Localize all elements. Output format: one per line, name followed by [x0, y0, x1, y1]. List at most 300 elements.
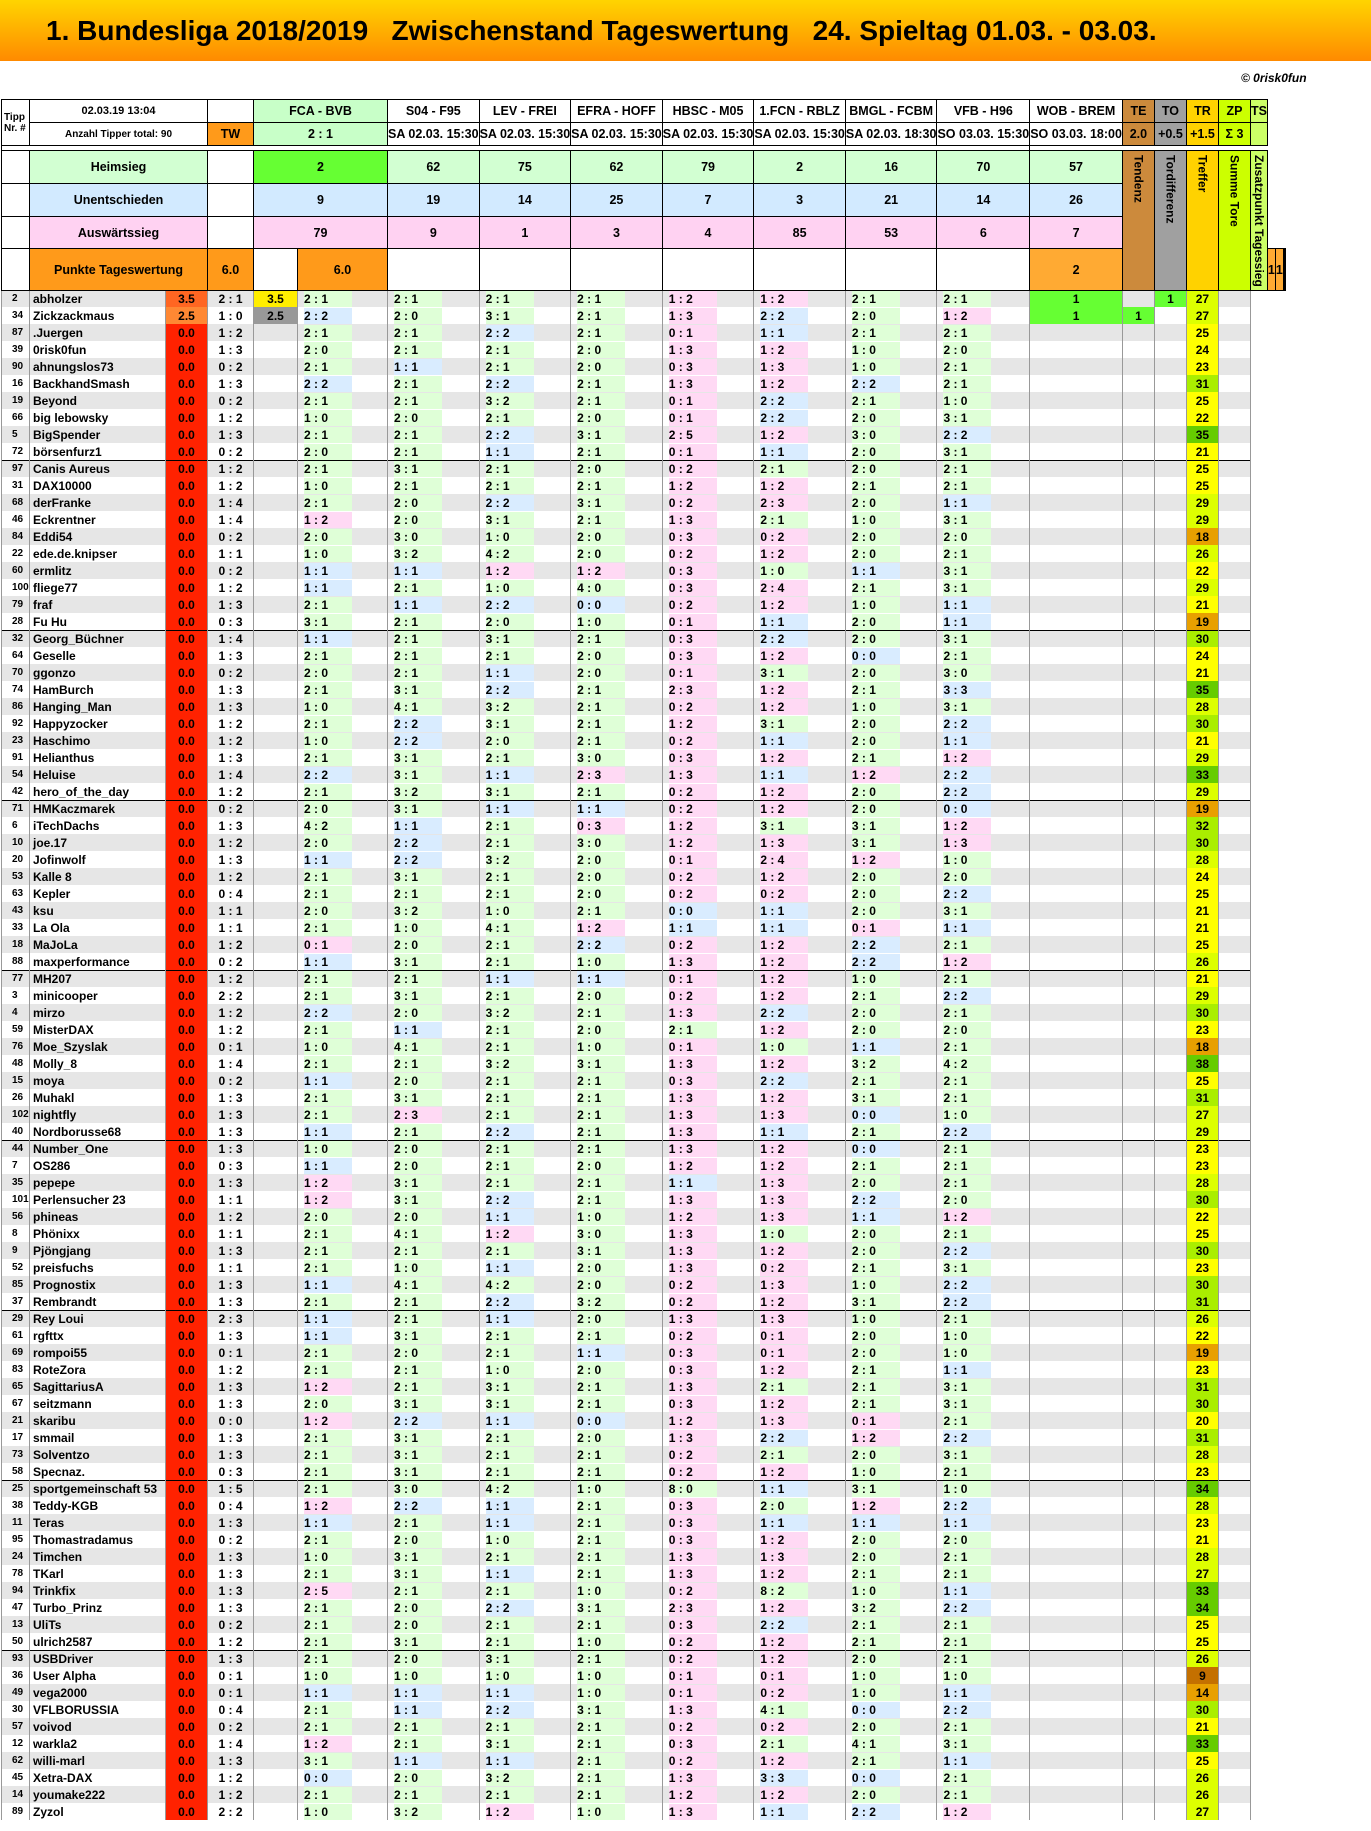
tip-cell	[845, 800, 937, 817]
tip-cell	[479, 1038, 571, 1055]
tip-cell	[479, 1327, 571, 1344]
tip-fca-bvb: 1 : 3	[208, 1446, 254, 1463]
tip-score: 1 : 0	[943, 1668, 991, 1684]
extra-points	[1154, 1242, 1186, 1259]
tip-score: 2 : 2	[486, 1124, 534, 1140]
extra-points	[1122, 1157, 1154, 1174]
tip-cell	[845, 460, 937, 477]
tip-cell	[662, 1089, 754, 1106]
tip-score: 2 : 1	[394, 1294, 442, 1310]
tip-cell	[388, 783, 480, 800]
tip-score: 2 : 1	[943, 1039, 991, 1055]
table-row	[2, 1208, 1286, 1225]
tagessieg-cell	[1218, 1616, 1250, 1633]
tip-score: 1 : 3	[760, 359, 808, 375]
table-row	[2, 1276, 1286, 1293]
fixture-count: 75	[479, 151, 571, 184]
tip-cell	[388, 1089, 480, 1106]
extra-points	[1030, 1004, 1123, 1021]
player-name: moya	[30, 1072, 166, 1089]
tip-cell	[937, 783, 1030, 800]
tip-score: 0 : 1	[669, 614, 717, 630]
tip-points	[254, 936, 298, 953]
extra-points	[1154, 630, 1186, 647]
tip-score: 0 : 3	[669, 1345, 717, 1361]
player-name: Zickzackmaus	[30, 307, 166, 324]
tip-cell	[937, 987, 1030, 1004]
tip-score: 2 : 1	[943, 1617, 991, 1633]
extra-points	[1154, 1548, 1186, 1565]
tip-score: 3 : 1	[394, 1192, 442, 1208]
tip-cell	[479, 1582, 571, 1599]
tip-cell	[388, 579, 480, 596]
tip-cell	[754, 681, 846, 698]
tagessieg-cell	[1218, 936, 1250, 953]
tip-cell	[479, 1514, 571, 1531]
tip-cell	[298, 1667, 388, 1684]
tip-cell	[845, 511, 937, 528]
player-name: Perlensucher 23	[30, 1191, 166, 1208]
extra-points	[1122, 1480, 1154, 1497]
tw-score: 0.0	[166, 511, 208, 528]
tw-score: 3.5	[166, 290, 208, 307]
tip-score: 1 : 1	[760, 733, 808, 749]
tip-cell	[845, 494, 937, 511]
table-row	[2, 698, 1286, 715]
tip-cell	[479, 1701, 571, 1718]
extra-points	[1122, 1582, 1154, 1599]
tip-cell	[479, 307, 571, 324]
tip-score: 1 : 2	[760, 546, 808, 562]
extra-points	[1154, 1293, 1186, 1310]
tip-score: 2 : 0	[852, 495, 900, 511]
table-row	[2, 1174, 1286, 1191]
tipp-number: 94	[2, 1582, 30, 1599]
blank-cell	[754, 249, 846, 290]
tip-score: 2 : 2	[486, 376, 534, 392]
sum-goals: 27	[1186, 1565, 1218, 1582]
tip-cell	[937, 1565, 1030, 1582]
table-row	[2, 494, 1286, 511]
tip-score: 0 : 2	[669, 699, 717, 715]
tip-points	[254, 1718, 298, 1735]
fixture-count: 53	[845, 216, 937, 249]
tip-cell	[388, 1072, 480, 1089]
tip-cell	[845, 409, 937, 426]
tip-cell	[662, 1395, 754, 1412]
tip-cell	[298, 851, 388, 868]
tip-score: 2 : 1	[943, 325, 991, 341]
tip-cell	[845, 1089, 937, 1106]
tip-cell	[937, 1378, 1030, 1395]
tip-points	[254, 800, 298, 817]
extra-points	[1154, 1531, 1186, 1548]
tw-score: 0.0	[166, 324, 208, 341]
tipp-number: 36	[2, 1667, 30, 1684]
tip-score: 2 : 3	[394, 1107, 442, 1123]
tip-cell	[388, 290, 480, 307]
player-name: smmail	[30, 1429, 166, 1446]
tip-score: 1 : 1	[304, 852, 352, 868]
extra-points	[1122, 664, 1154, 681]
tip-cell	[845, 307, 937, 324]
tip-cell	[298, 409, 388, 426]
tip-cell	[479, 1157, 571, 1174]
tip-fca-bvb: 1 : 4	[208, 494, 254, 511]
tip-score: 2 : 1	[852, 1634, 900, 1650]
tip-cell	[298, 1089, 388, 1106]
tip-score: 1 : 0	[852, 699, 900, 715]
tip-score: 2 : 1	[943, 1549, 991, 1565]
extra-points	[1122, 1531, 1154, 1548]
tipp-number: 69	[2, 1344, 30, 1361]
tagessieg-cell	[1218, 1650, 1250, 1667]
fixture-count: 26	[1030, 183, 1123, 216]
tagessieg-cell	[1218, 1752, 1250, 1769]
sum-goals: 33	[1186, 1735, 1218, 1752]
tip-score: 1 : 0	[852, 512, 900, 528]
extra-points	[1154, 1072, 1186, 1089]
table-row	[2, 1140, 1286, 1157]
tipp-label: Tipp Nr. #	[2, 100, 30, 146]
tw-score: 0.0	[166, 409, 208, 426]
tagessieg-cell	[1218, 953, 1250, 970]
tip-cell	[298, 1497, 388, 1514]
tip-cell	[937, 341, 1030, 358]
tip-cell	[298, 868, 388, 885]
tip-points	[254, 477, 298, 494]
tip-score: 2 : 1	[486, 1430, 534, 1446]
tip-fca-bvb: 1 : 1	[208, 1259, 254, 1276]
fixture-label: Auswärtssieg	[30, 216, 208, 249]
tip-cell	[571, 1684, 663, 1701]
player-name: Helianthus	[30, 749, 166, 766]
tip-cell	[571, 919, 663, 936]
tip-score: 1 : 2	[852, 1430, 900, 1446]
tip-points	[254, 647, 298, 664]
tw-score: 0.0	[166, 545, 208, 562]
tip-score: 1 : 3	[669, 1056, 717, 1072]
tw-score: 0.0	[166, 1480, 208, 1497]
tip-score: 1 : 0	[304, 410, 352, 426]
extra-points	[1154, 358, 1186, 375]
tip-score: 2 : 1	[577, 376, 625, 392]
tip-cell	[662, 1242, 754, 1259]
tip-cell	[298, 1446, 388, 1463]
tip-score: 1 : 2	[760, 597, 808, 613]
sum-goals: 35	[1186, 426, 1218, 443]
tip-cell	[937, 1599, 1030, 1616]
tip-cell	[845, 1361, 937, 1378]
tip-fca-bvb: 1 : 4	[208, 630, 254, 647]
player-name: RoteZora	[30, 1361, 166, 1378]
tip-cell	[662, 1327, 754, 1344]
tip-score: 2 : 1	[486, 478, 534, 494]
player-name: big lebowsky	[30, 409, 166, 426]
tagessieg-cell	[1218, 1548, 1250, 1565]
tip-score: 2 : 1	[486, 1243, 534, 1259]
tip-score: 3 : 2	[486, 1056, 534, 1072]
tip-cell	[845, 1038, 937, 1055]
tip-cell	[845, 358, 937, 375]
tip-score: 3 : 1	[304, 614, 352, 630]
tip-score: 3 : 1	[394, 801, 442, 817]
tip-points	[254, 460, 298, 477]
tip-cell	[662, 1123, 754, 1140]
player-name: Rembrandt	[30, 1293, 166, 1310]
extra-points	[1030, 1123, 1123, 1140]
tipp-number: 38	[2, 1497, 30, 1514]
extra-points	[1154, 1174, 1186, 1191]
tip-points	[254, 1361, 298, 1378]
tip-points	[254, 1480, 298, 1497]
table-row	[2, 1072, 1286, 1089]
extra-points	[1154, 1225, 1186, 1242]
tip-cell	[937, 1446, 1030, 1463]
tagessieg-cell	[1218, 409, 1250, 426]
tagessieg-cell	[1218, 1735, 1250, 1752]
table-row	[2, 936, 1286, 953]
tip-cell	[298, 613, 388, 630]
tip-score: 2 : 1	[394, 1515, 442, 1531]
tip-cell	[571, 579, 663, 596]
sum-goals: 30	[1186, 715, 1218, 732]
tip-cell	[298, 1123, 388, 1140]
sum-goals: 30	[1186, 630, 1218, 647]
tip-score: 2 : 2	[760, 308, 808, 324]
tip-cell	[662, 749, 754, 766]
tw-score: 0.0	[166, 885, 208, 902]
tip-score: 2 : 0	[577, 410, 625, 426]
tip-cell	[754, 1072, 846, 1089]
tip-score: 2 : 0	[577, 886, 625, 902]
tip-fca-bvb: 1 : 3	[208, 1106, 254, 1123]
tip-cell	[845, 953, 937, 970]
extra-points	[1030, 647, 1123, 664]
tip-score: 1 : 0	[943, 852, 991, 868]
tip-cell	[754, 545, 846, 562]
tip-points	[254, 630, 298, 647]
tipp-number: 11	[2, 1514, 30, 1531]
tip-cell	[845, 324, 937, 341]
tip-cell	[571, 817, 663, 834]
tip-points	[254, 970, 298, 987]
tip-score: 2 : 1	[577, 1124, 625, 1140]
player-name: börsenfurz1	[30, 443, 166, 460]
extra-points	[1122, 681, 1154, 698]
tw-score: 0.0	[166, 1327, 208, 1344]
tip-score: 3 : 2	[852, 1600, 900, 1616]
tip-score: 0 : 1	[669, 852, 717, 868]
tip-score: 1 : 0	[304, 478, 352, 494]
tip-cell	[571, 1718, 663, 1735]
table-row	[2, 1616, 1286, 1633]
extra-points	[1122, 1565, 1154, 1582]
tip-cell	[845, 1412, 937, 1429]
tip-cell	[298, 1786, 388, 1803]
tip-cell	[845, 1021, 937, 1038]
tagessieg-cell	[1218, 1582, 1250, 1599]
tip-points: 3.5	[254, 290, 298, 307]
sum-goals: 20	[1186, 1412, 1218, 1429]
tip-score: 2 : 2	[943, 716, 991, 732]
tip-cell	[937, 664, 1030, 681]
tip-points	[254, 1378, 298, 1395]
tip-cell	[298, 1599, 388, 1616]
tagessieg-cell	[1218, 1497, 1250, 1514]
tip-score: 1 : 0	[304, 546, 352, 562]
tagessieg-cell	[1218, 358, 1250, 375]
tip-cell	[937, 1021, 1030, 1038]
tip-score: 3 : 1	[577, 495, 625, 511]
sum-goals: 31	[1186, 375, 1218, 392]
table-row	[2, 477, 1286, 494]
sum-goals: 21	[1186, 1718, 1218, 1735]
tip-cell	[662, 290, 754, 307]
tip-score: 2 : 2	[760, 1430, 808, 1446]
tip-cell	[845, 562, 937, 579]
tagessieg-cell	[1218, 562, 1250, 579]
player-name: Phönixx	[30, 1225, 166, 1242]
table-row	[2, 1395, 1286, 1412]
tip-cell	[937, 953, 1030, 970]
tip-cell	[937, 409, 1030, 426]
tw-score: 0.0	[166, 1310, 208, 1327]
player-name: .Juergen	[30, 324, 166, 341]
table-row	[2, 1514, 1286, 1531]
table-row	[2, 409, 1286, 426]
sum-goals: 24	[1186, 868, 1218, 885]
tip-score: 1 : 3	[669, 1549, 717, 1565]
tip-cell	[662, 613, 754, 630]
tip-score: 1 : 2	[577, 920, 625, 936]
extra-points	[1154, 1344, 1186, 1361]
tip-score: 1 : 0	[486, 580, 534, 596]
tipp-number: 86	[2, 698, 30, 715]
sum-goals: 21	[1186, 970, 1218, 987]
tip-score: 1 : 1	[304, 580, 352, 596]
tip-fca-bvb: 1 : 3	[208, 1140, 254, 1157]
tip-cell	[662, 1735, 754, 1752]
player-name: Number_One	[30, 1140, 166, 1157]
tip-score: 0 : 3	[669, 1617, 717, 1633]
tip-cell	[845, 1174, 937, 1191]
tw-score: 0.0	[166, 817, 208, 834]
tip-cell	[754, 1667, 846, 1684]
extra-points	[1122, 1361, 1154, 1378]
timestamp: 02.03.19 13:04	[30, 100, 208, 123]
tip-cell	[479, 1803, 571, 1820]
extra-points	[1030, 1395, 1123, 1412]
tip-cell	[479, 1378, 571, 1395]
tip-cell	[937, 1140, 1030, 1157]
tip-score: 2 : 1	[577, 1719, 625, 1735]
tip-score: 0 : 2	[760, 1685, 808, 1701]
tip-cell	[937, 1735, 1030, 1752]
tip-points	[254, 868, 298, 885]
tip-score: 2 : 1	[852, 1379, 900, 1395]
tip-score: 0 : 3	[669, 648, 717, 664]
tip-cell	[937, 936, 1030, 953]
tip-score: 0 : 2	[669, 886, 717, 902]
tip-cell	[845, 596, 937, 613]
tip-points	[254, 596, 298, 613]
tip-score: 2 : 0	[304, 444, 352, 460]
tip-score: 1 : 1	[486, 1209, 534, 1225]
tip-score: 0 : 2	[669, 869, 717, 885]
tip-cell	[388, 324, 480, 341]
tip-cell	[937, 834, 1030, 851]
tip-points	[254, 834, 298, 851]
tip-cell	[937, 1038, 1030, 1055]
tip-fca-bvb: 0 : 4	[208, 885, 254, 902]
sum-goals: 26	[1186, 953, 1218, 970]
tip-cell	[479, 1191, 571, 1208]
tip-score: 0 : 0	[852, 1107, 900, 1123]
table-row	[2, 630, 1286, 647]
tip-score: 1 : 2	[304, 1413, 352, 1429]
tip-score: 0 : 3	[669, 1498, 717, 1514]
tip-cell	[298, 902, 388, 919]
tip-score: 2 : 0	[852, 631, 900, 647]
tip-score: 3 : 1	[394, 1549, 442, 1565]
sum-goals: 23	[1186, 1157, 1218, 1174]
tip-score: 2 : 1	[486, 1107, 534, 1123]
tip-score: 1 : 2	[760, 376, 808, 392]
tip-score: 2 : 1	[577, 512, 625, 528]
tip-score: 1 : 0	[577, 614, 625, 630]
tip-score: 2 : 1	[577, 1107, 625, 1123]
tip-cell	[937, 1089, 1030, 1106]
tip-score: 2 : 2	[486, 495, 534, 511]
tip-cell	[571, 664, 663, 681]
tip-cell	[479, 987, 571, 1004]
tip-score: 2 : 1	[943, 1158, 991, 1174]
tipp-number: 57	[2, 1718, 30, 1735]
tip-score: 2 : 1	[943, 1634, 991, 1650]
table-row	[2, 681, 1286, 698]
tip-score: 1 : 2	[760, 1158, 808, 1174]
table-row	[2, 1310, 1286, 1327]
tip-cell	[571, 1055, 663, 1072]
tipp-number: 68	[2, 494, 30, 511]
tip-cell	[298, 1208, 388, 1225]
tip-fca-bvb: 1 : 3	[208, 1565, 254, 1582]
tip-score: 2 : 1	[943, 1175, 991, 1191]
tip-score: 1 : 1	[577, 801, 625, 817]
tipp-number: 48	[2, 1055, 30, 1072]
tip-score: 0 : 3	[669, 1362, 717, 1378]
extra-points	[1154, 1718, 1186, 1735]
tip-score: 2 : 2	[304, 308, 352, 324]
tip-score: 1 : 1	[304, 1158, 352, 1174]
tip-cell	[479, 511, 571, 528]
tagessieg-cell	[1218, 1089, 1250, 1106]
tip-cell	[571, 528, 663, 545]
tip-cell	[662, 1497, 754, 1514]
blank-cell	[208, 183, 254, 216]
tw-score: 0.0	[166, 1344, 208, 1361]
tip-cell	[388, 1446, 480, 1463]
tip-points	[254, 732, 298, 749]
tip-cell	[662, 596, 754, 613]
tipp-number: 29	[2, 1310, 30, 1327]
tip-cell	[298, 1038, 388, 1055]
fixture-count: 6	[937, 216, 1030, 249]
tip-score: 1 : 3	[669, 1770, 717, 1786]
tip-cell	[845, 1803, 937, 1820]
tw-score: 0.0	[166, 596, 208, 613]
